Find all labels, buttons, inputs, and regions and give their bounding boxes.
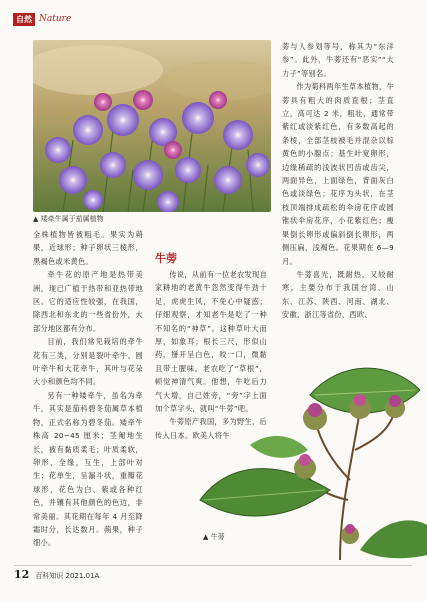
paragraph: 牛蒡原产我国，多为野生，后传入日本。欧美人将牛 — [155, 417, 267, 440]
text-column-3 — [282, 40, 394, 322]
section-heading: 牛蒡 — [155, 252, 177, 265]
paragraph: 牛蒡喜光，既耐热，又较耐寒，主要分布于我国台湾、山东、江苏、陕西、河南、湖北、安徽、浙江等省份，西欧、 — [282, 269, 394, 320]
paragraph: 另有一种矮牵牛，虽名为牵牛，其实是茄科碧冬茄属草本植物，正式名称为碧冬茄。矮牵牛株高 20~45 厘米；茎匍地生长，被有黏质柔毛；叶质柔软，卵形，全缘，互生，上部叶对生；花单生，呈漏斗状，重瓣花球形，花色为白、紫或各种红色，并镶有其他颜色的色边，非常美丽。其花期在每年 4 月至降霜时分，长达数月。蒴果，种子细小。 — [33, 390, 143, 548]
section-tag: 自然 — [13, 13, 35, 26]
burdock-image — [190, 350, 427, 560]
section-header — [13, 12, 71, 26]
page-footer — [14, 568, 99, 581]
page-number: 12 — [14, 568, 30, 581]
paragraph: 作为菊科两年生草本植物，牛蒡具有粗大的肉质直根；茎直立，高可达 2 米，粗壮，通常带紫红或淡紫红色，有多数高起的条棱，全部茎枝被毛并混杂以棕黄色的小腺点；基生叶宽卵形，边缘稀疏的浅波状凹齿或齿尖，两面异色，上面绿色，背面灰白色或淡绿色；花序为头状，在茎枝顶端排成疏松的伞房花序或圆锥状伞房花序，小花紫红色；瘦果倒长卵形或偏斜倒长卵形，两侧压扁，浅褐色。花果期在 6—9 月。 — [282, 82, 394, 266]
petunia-photo — [33, 40, 271, 212]
paragraph: 目前，我们常见栽培的牵牛花有三类，分别是裂叶牵牛、圆叶牵牛和大花牵牛，其叶与花朵大小和颜色均不同。 — [33, 337, 143, 387]
paragraph: 传说，从前有一位老农发现自家耕地的老黄牛忽然变得牛劲十足，虎虎生风，不免心中疑惑；仔细观察，才知老牛是吃了一种不知名的“神草”。这种草叶大而厚，如象耳；根长三尺，形似山药，掰开呈白色，咬一口，微黏且带土腥味。老农吃了“草根”，顿觉神清气爽。他想，牛吃后力气大增，自己姓旁，“旁”字上面加个草字头，就叫“牛蒡”吧。 — [155, 270, 267, 414]
photo-caption-burdock: ▲ 牛蒡 — [203, 533, 225, 541]
paragraph: 蒡与人参划等号，称其为“东洋参”。此外，牛蒡还有“恶实”“大力子”等别名。 — [282, 42, 394, 78]
text-column-1 — [33, 228, 143, 550]
paragraph: 牵牛花的原产地是热带美洲，现已广植于热带和亚热带地区。它的适应性较强，在我国，除西北和东北的一些省份外，大部分地区都有分布。 — [33, 270, 143, 333]
burdock-illustration — [190, 350, 427, 560]
paragraph: 全株植物皆被粗毛。果实为蒴果，近球形；种子卵状三棱形，黑褐色或米黄色。 — [33, 230, 143, 266]
petunia-image — [33, 40, 271, 212]
photo-caption-petunia: ▲ 矮牵牛属于茄属植物 — [33, 215, 104, 223]
journal-info: 百科知识 2021.01A — [35, 572, 100, 580]
footer-divider — [14, 565, 412, 566]
section-title-en: Nature — [39, 14, 72, 24]
